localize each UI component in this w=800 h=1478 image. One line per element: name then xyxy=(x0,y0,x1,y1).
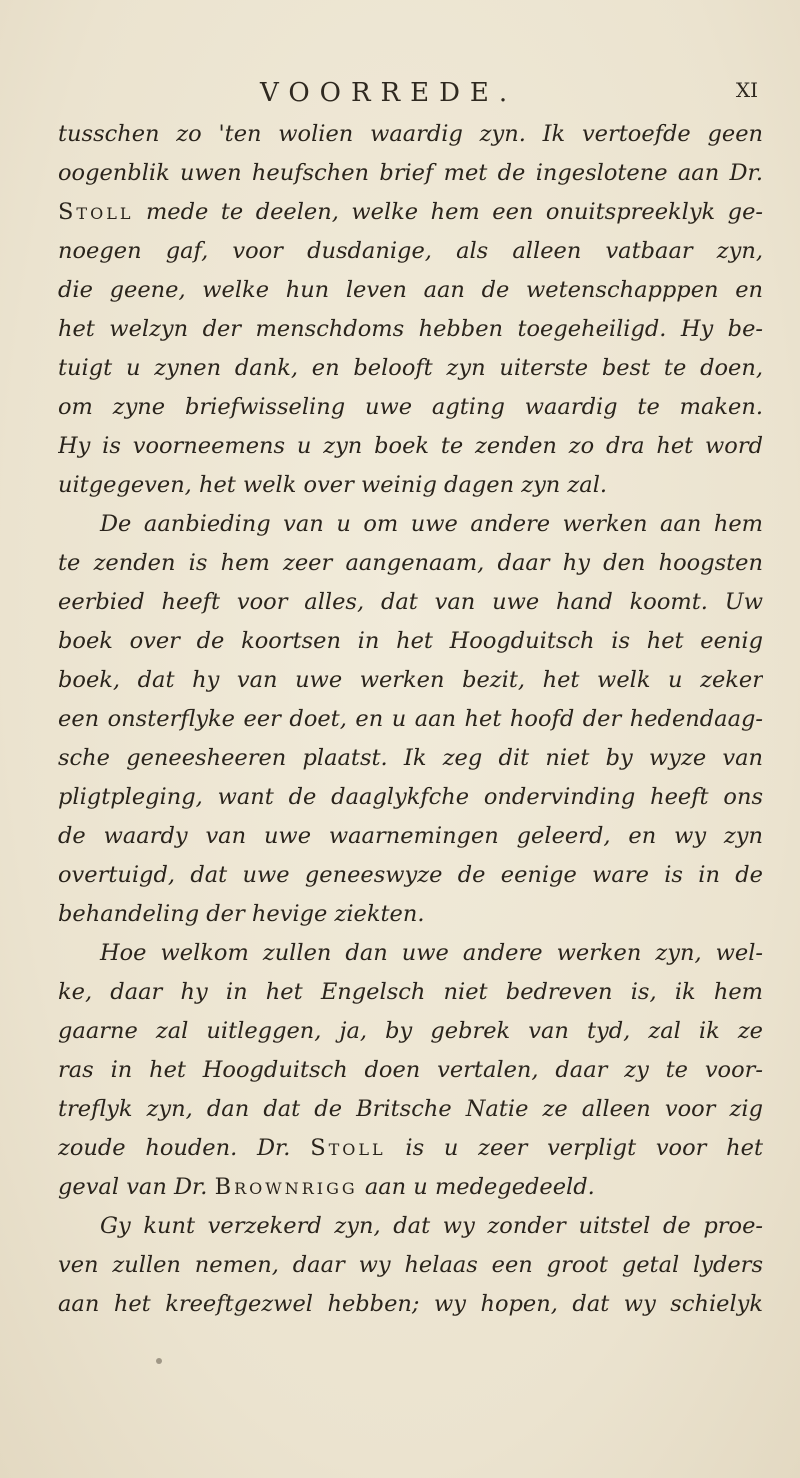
body-text xyxy=(58,115,763,1324)
text-line-rest: is u zeer verpligt voor het xyxy=(385,1135,763,1161)
text-line: tusschen zo 'ten wolien waardig zyn. Ik vertoefde geen xyxy=(58,121,763,147)
text-line: ke, daar hy in het Engelsch niet bedreven is, ik hem xyxy=(58,979,763,1005)
running-head-title: VOORREDE. xyxy=(260,78,518,108)
text-line-rest: aan u medegedeeld. xyxy=(357,1174,595,1200)
text-line: Hoe welkom zullen dan uwe andere werken zyn, wel- xyxy=(100,940,763,966)
text-line: behandeling der hevige ziekten. xyxy=(58,901,425,927)
text-line: pligtpleging, want de daaglykfche ondervinding heeft ons xyxy=(58,784,763,810)
ink-speck xyxy=(156,1358,162,1364)
text-line: gaarne zal uitleggen, ja, by gebrek van tyd, zal ik ze xyxy=(58,1018,763,1044)
text-line: ven zullen nemen, daar wy helaas een groot getal lyders xyxy=(58,1252,763,1278)
name-stoll: Stoll xyxy=(310,1135,386,1161)
text-line: het welzyn der menschdoms hebben toegeheiligd. Hy be- xyxy=(58,316,763,342)
text-line: Hy is voorneemens u zyn boek te zenden zo dra het word xyxy=(58,433,763,459)
text-line xyxy=(58,1129,763,1168)
text-line-start: zoude houden. Dr. xyxy=(58,1135,311,1161)
text-line: eerbied heeft voor alles, dat van uwe hand koomt. Uw xyxy=(58,589,763,615)
text-line: uitgegeven, het welk over weinig dagen zyn zal. xyxy=(58,472,608,498)
text-line-rest: mede te deelen, welke hem een onuitspreeklyk ge- xyxy=(145,199,763,225)
name-brownrigg: Brownrigg xyxy=(214,1174,358,1200)
text-line: ras in het Hoogduitsch doen vertalen, daar zy te voor- xyxy=(58,1057,763,1083)
text-line: die geene, welke hun leven aan de wetenschapppen en xyxy=(58,277,763,303)
text-line: Gy kunt verzekerd zyn, dat wy zonder uitstel de proe- xyxy=(100,1213,763,1239)
text-line: De aanbieding van u om uwe andere werken aan hem xyxy=(100,511,763,537)
text-line: noegen gaf, voor dusdanige, als alleen vatbaar zyn, xyxy=(58,238,763,264)
text-line: overtuigd, dat uwe geneeswyze de eenige ware is in de xyxy=(58,862,763,888)
text-line: een onsterflyke eer doet, en u aan het hoofd der hedendaag- xyxy=(58,706,763,732)
name-stoll: Stoll xyxy=(58,199,134,225)
text-line: oogenblik uwen heufschen brief met de ingeslotene aan Dr. xyxy=(58,160,763,186)
text-line: treflyk zyn, dan dat de Britsche Natie ze alleen voor zig xyxy=(58,1096,763,1122)
text-line xyxy=(58,193,763,232)
text-line: de waardy van uwe waarnemingen geleerd, en wy zyn xyxy=(58,823,763,849)
text-line: boek, dat hy van uwe werken bezit, het welk u zeker xyxy=(58,667,763,693)
page-number: XI xyxy=(735,78,758,102)
text-line-start: geval van Dr. xyxy=(58,1174,215,1200)
text-line: sche geneesheeren plaatst. Ik zeg dit niet by wyze van xyxy=(58,745,763,771)
running-head xyxy=(0,74,800,114)
text-line: te zenden is hem zeer aangenaam, daar hy den hoogsten xyxy=(58,550,763,576)
text-line: aan het kreeftgezwel hebben; wy hopen, dat wy schielyk xyxy=(58,1291,763,1317)
text-line: tuigt u zynen dank, en belooft zyn uiterste best te doen, xyxy=(58,355,763,381)
text-line: boek over de koortsen in het Hoogduitsch is het eenig xyxy=(58,628,763,654)
text-line xyxy=(58,1168,763,1207)
text-line: om zyne briefwisseling uwe agting waardig te maken. xyxy=(58,394,763,420)
